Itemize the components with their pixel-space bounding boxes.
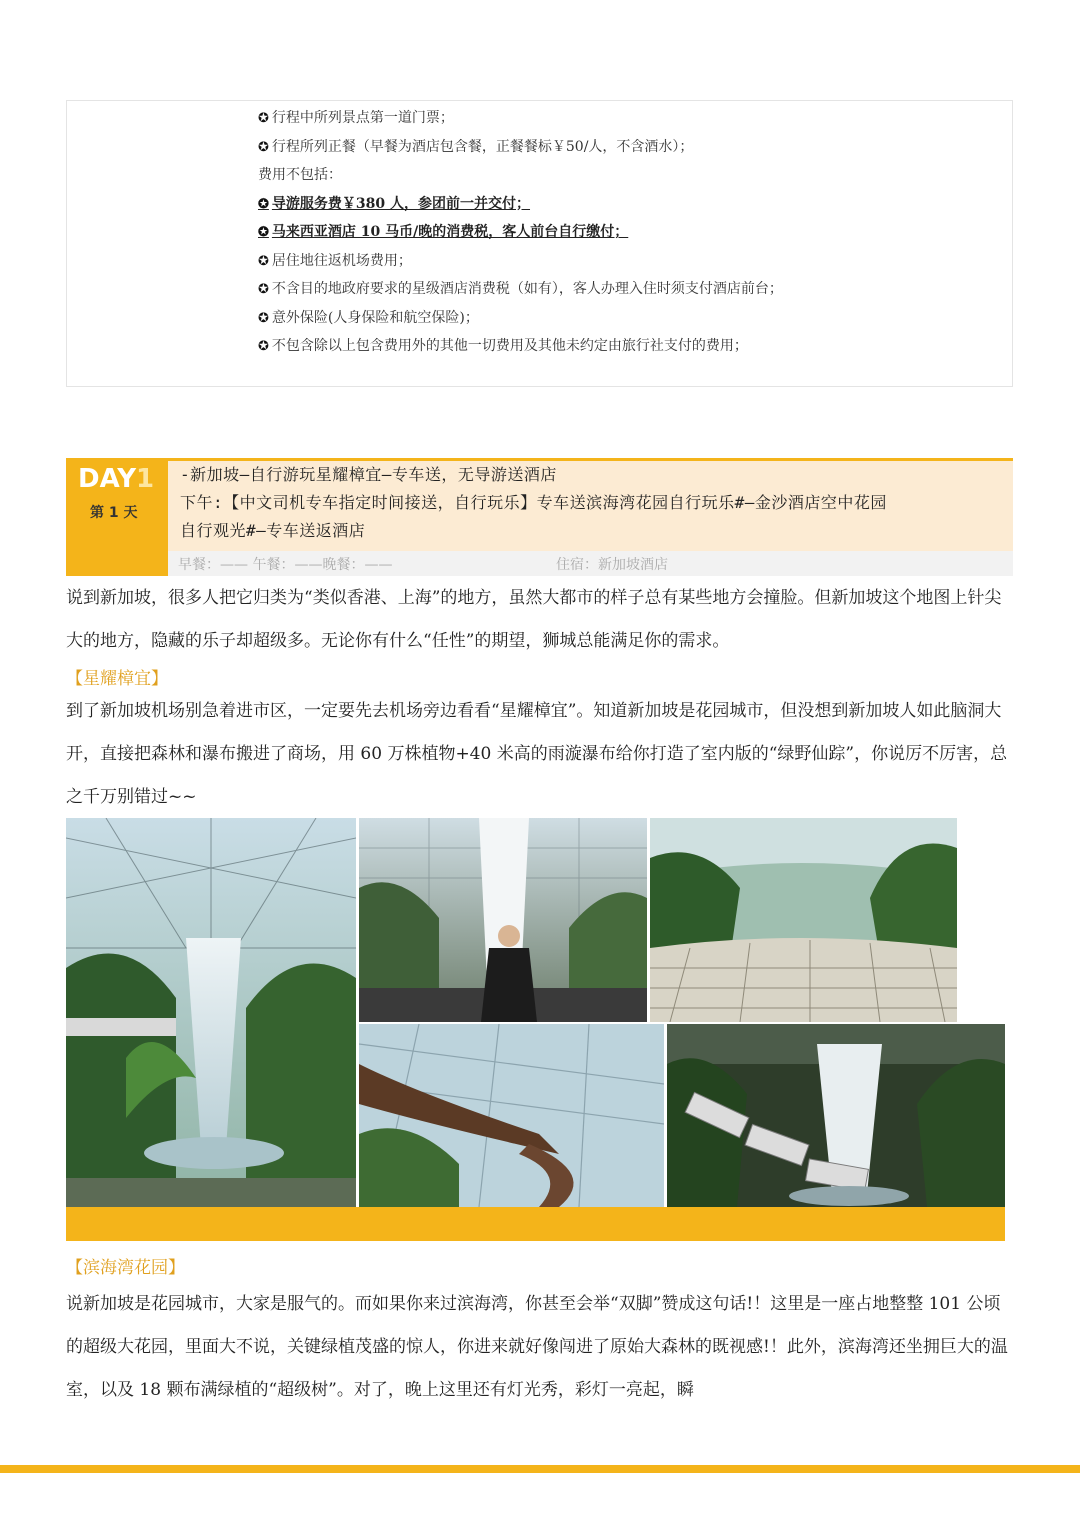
photo-skywalk-bridge (359, 1024, 664, 1207)
fee-item-text: 意外保险(人身保险和航空保险)； (271, 309, 479, 326)
meals-info: 早餐：—— 午餐：——晚餐：—— (178, 557, 393, 573)
day-sub-label: 第 1 天 (90, 505, 138, 521)
photo-collage-strip (66, 1207, 1005, 1241)
fee-item-text: 行程所列正餐（早餐为酒店包含餐，正餐餐标￥50/人，不含酒水）； (271, 138, 694, 155)
day-label (78, 464, 154, 494)
fee-item (258, 194, 530, 215)
star-bullet-icon: ✪ (258, 225, 269, 240)
fee-item (258, 279, 783, 300)
fee-item (258, 222, 628, 243)
route-line-2: 下午:【中文司机专车指定时间接送，自行玩乐】专车送滨海湾花园自行玩乐#—金沙酒店空中花园 (180, 493, 887, 512)
photo-train-waterfall (667, 1024, 1005, 1207)
star-bullet-icon: ✪ (258, 111, 269, 126)
day-label-prefix: DAY (78, 464, 137, 494)
day-badge (66, 458, 168, 576)
photo-canopy-net (650, 818, 957, 1022)
photo-waterfall-visitor (359, 818, 647, 1022)
gardens-paragraph: 说新加坡是花园城市，大家是服气的。而如果你来过滨海湾，你甚至会举“双脚”赞成这句话!！这里是一座占地整整 101 公顷的超级大花园，里面大不说，关键绿植茂盛的惊人，你进来就好像闯进了原始大森林的既视感!！此外，滨海湾还坐拥巨大的温室，以及 18 颗布满绿植的“超级树”。对了，晚上这里还有灯光秀，彩灯一亮起，瞬 (66, 1294, 1008, 1400)
route-line-1: -新加坡—自行游玩星耀樟宜—专车送，无导游送酒店 (180, 465, 557, 484)
fee-item (258, 336, 748, 357)
day-label-number: 1 (136, 464, 155, 494)
intro-paragraph: 说到新加坡，很多人把它归类为“类似香港、上海”的地方，虽然大都市的样子总有某些地方会撞脸。但新加坡这个地图上针尖大的地方，隐藏的乐子却超级多。无论你有什么“任性”的期望，狮城总能满足你的需求。 (66, 588, 1002, 651)
fee-item (258, 137, 693, 158)
fee-item (258, 251, 412, 272)
section-title-gardens: 【滨海湾花园】 (66, 1258, 185, 1278)
star-bullet-icon: ✪ (258, 310, 269, 326)
photo-jewel-vortex (66, 818, 356, 1207)
fee-item-text: 不含目的地政府要求的星级酒店消费税（如有），客人办理入住时须支付酒店前台； (271, 281, 783, 297)
fee-item-text: 费用不包括： (258, 167, 342, 183)
fee-item-text: 马来西亚酒店 10 马币/晚的消费税，客人前台自行缴付； (271, 224, 629, 240)
fee-item (258, 108, 454, 129)
star-bullet-icon: ✪ (258, 139, 269, 155)
fee-item-text: 居住地往返机场费用； (271, 252, 412, 269)
jewel-paragraph: 到了新加坡机场别急着进市区，一定要先去机场旁边看看“星耀樟宜”。知道新加坡是花园城市，但没想到新加坡人如此脑洞大开，直接把森林和瀑布搬进了商场，用 60 万株植物+40 米高的雨漩瀑布给你打造了室内版的“绿野仙踪”，你说厉不厉害，总之千万别错过~~ (66, 701, 1008, 807)
day-header (66, 458, 1013, 576)
fee-item (258, 165, 342, 185)
section-title-jewel: 【星耀樟宜】 (66, 669, 168, 689)
fee-item (258, 308, 479, 329)
star-bullet-icon: ✪ (258, 253, 269, 269)
fee-item-text: 行程中所列景点第一道门票； (271, 110, 454, 126)
star-bullet-icon: ✪ (258, 196, 269, 212)
hotel-info: 住宿：新加坡酒店 (556, 557, 668, 573)
star-bullet-icon: ✪ (258, 339, 269, 354)
route-line-3: 自行观光#—专车送返酒店 (180, 521, 366, 540)
star-bullet-icon: ✪ (258, 282, 269, 297)
footer-bar (0, 1465, 1080, 1473)
fee-item-text: 导游服务费￥380 人，参团前一并交付； (271, 195, 531, 212)
fee-item-text: 不包含除以上包含费用外的其他一切费用及其他未约定由旅行社支付的费用； (271, 338, 748, 354)
